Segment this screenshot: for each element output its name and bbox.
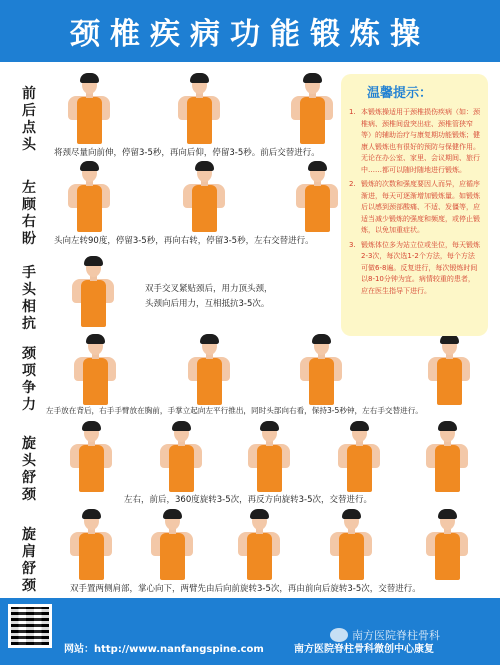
tip-item	[349, 240, 480, 298]
watermark-text: 南方医院脊柱骨科	[352, 629, 440, 642]
section-caption-6: 双手置两侧肩部，掌心向下，两臂先由后向前旋转3-5次，再由前向后旋转3-5次，交替进行。	[70, 584, 421, 594]
tips-box	[341, 74, 488, 336]
exercise-photo	[143, 508, 201, 580]
exercise-photo	[288, 160, 346, 232]
section-caption-2: 头向左转90度，停留3-5秒，再向右转，停留3-5秒，左右交替进行。	[54, 236, 314, 246]
section-caption-3b: 头颈向后用力，互相抵抗3-5次。	[145, 299, 270, 309]
exercise-photo	[418, 420, 476, 492]
tips-title: 温馨提示：	[367, 86, 433, 101]
exercise-photo	[322, 508, 380, 580]
tip-item	[349, 107, 480, 176]
section-caption-1: 将颈尽量向前伸，停留3-5秒，再向后仰，停留3-5秒。前后交替进行。	[54, 148, 320, 158]
exercise-photo	[292, 333, 350, 405]
header-banner	[0, 0, 500, 62]
tip-text: 锻炼的次数和强度要因人而异，应循序渐进，每天可逐渐增加锻炼量。如锻炼后以感到颈部酸痛、不适、发僵等，应适当减少锻炼的强度和频度，或停止锻炼，以免加重症状。	[361, 180, 480, 234]
chat-bubble-icon	[330, 628, 348, 642]
exercise-photo	[170, 72, 228, 144]
exercise-photo	[283, 72, 341, 144]
section-caption-4: 左手放在背后，右手手臂放在胸前，手掌立起向左平行推出，同时头部向右看，保持3-5秒钟，左右手交替进行。	[46, 406, 423, 415]
organization-name: 南方医院脊柱骨科微创中心康复	[294, 644, 434, 655]
section-label-2: 左顾右盼	[22, 180, 36, 247]
exercise-photo	[62, 420, 120, 492]
exercise-photo	[152, 420, 210, 492]
exercise-photo	[230, 508, 288, 580]
section-caption-5: 左右，前后，360度旋转3-5次，再反方向旋转3-5次，交替进行。	[124, 495, 372, 505]
qr-code-pattern	[11, 607, 49, 645]
exercise-photo	[240, 420, 298, 492]
tip-text: 锻炼体位多为站立位或坐位，每天锻炼2-3次，每次选1-2个方法，每个方法可做6-8遍。反复进行，每次锻炼时间以8-10分钟为宜。病情较重的患者，应在医生指导下进行。	[361, 240, 480, 295]
exercise-photo	[420, 333, 478, 405]
website-link[interactable]: 网站：http://www.nanfangspine.com	[64, 644, 264, 655]
exercise-photo	[330, 420, 388, 492]
exercise-photo	[60, 72, 118, 144]
section-label-5: 旋头舒颈	[22, 436, 36, 503]
section-label-1: 前后点头	[22, 86, 36, 153]
section-label-4: 颈项争力	[22, 346, 36, 413]
exercise-photo	[60, 160, 118, 232]
tip-number: 1.	[349, 108, 356, 116]
section-label-3: 手头相抗	[22, 265, 36, 332]
exercise-photo	[418, 508, 476, 580]
exercise-photo	[66, 333, 124, 405]
section-caption-3a: 双手交叉紧贴颈后，用力顶头颈，	[145, 284, 273, 294]
exercise-photo	[175, 160, 233, 232]
tip-item	[349, 179, 480, 237]
section-label-6: 旋肩舒颈	[22, 527, 36, 594]
page-title: 颈椎疾病功能锻炼操	[70, 17, 430, 52]
watermark	[330, 626, 492, 644]
exercise-photo	[62, 508, 120, 580]
exercise-photo	[64, 255, 122, 327]
tip-number: 2.	[349, 180, 356, 188]
tip-number: 3.	[349, 240, 356, 249]
tip-text: 本锻炼操适用于颈椎损伤疾病（如：颈椎病、颈椎间盘突出症、颈椎管狭窄等）的辅助治疗与康复期功能锻炼；健康人锻炼也有很好的预防与保健作用。无论在办公室、家里、会议期间、旅行中……都可以随时随地进行锻炼。	[361, 108, 480, 174]
exercise-photo	[180, 333, 238, 405]
